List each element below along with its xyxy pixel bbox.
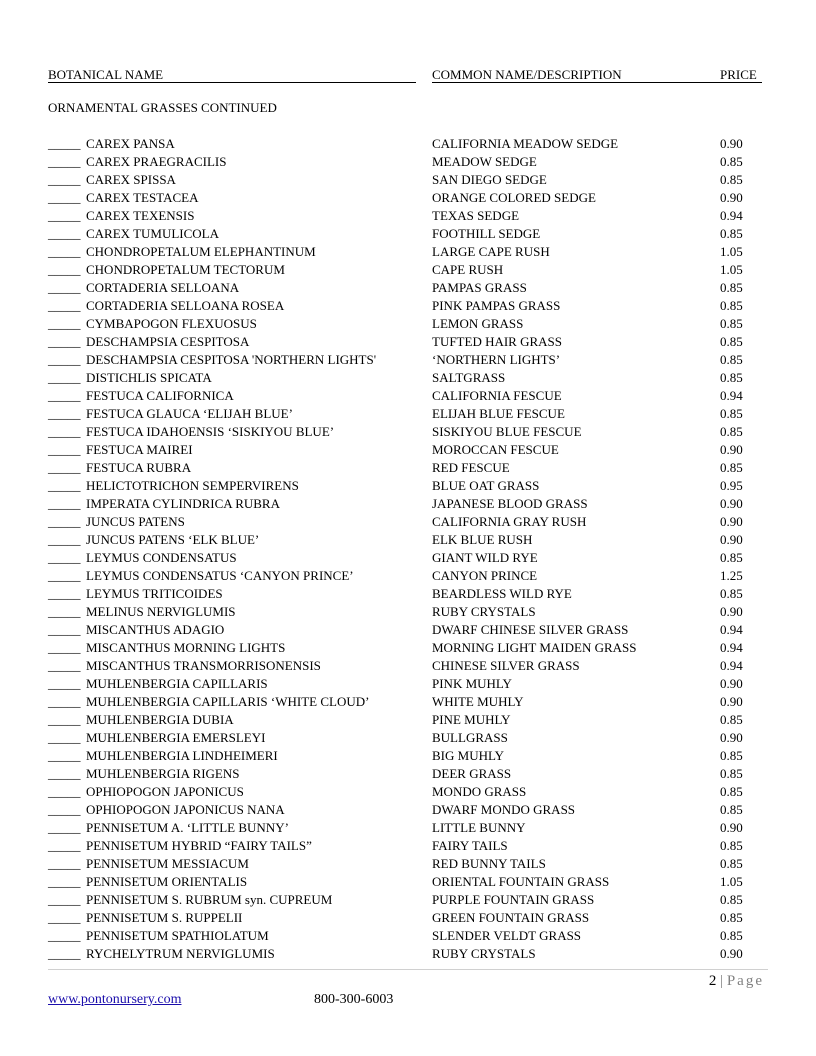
price: 0.85	[720, 154, 743, 169]
common-name: TEXAS SEDGE	[432, 208, 520, 223]
botanical-name: IMPERATA CYLINDRICA RUBRA	[86, 496, 280, 511]
order-blank[interactable]: _____	[48, 406, 81, 421]
botanical-name: MISCANTHUS ADAGIO	[86, 622, 225, 637]
botanical-name: DESCHAMPSIA CESPITOSA	[86, 334, 250, 349]
botanical-name: CAREX TUMULICOLA	[86, 226, 220, 241]
list-item	[48, 747, 768, 765]
common-name: ELIJAH BLUE FESCUE	[432, 406, 565, 421]
list-item	[48, 279, 768, 297]
common-name: FOOTHILL SEDGE	[432, 226, 541, 241]
common-name: MONDO GRASS	[432, 784, 527, 799]
header-underline	[48, 82, 416, 83]
order-blank[interactable]: _____	[48, 334, 81, 349]
section-title: ORNAMENTAL GRASSES CONTINUED	[48, 100, 277, 115]
list-item	[48, 423, 768, 441]
list-item	[48, 207, 768, 225]
price: 0.85	[720, 298, 743, 313]
botanical-name: LEYMUS CONDENSATUS	[86, 550, 237, 565]
page-number-separator: |	[720, 973, 724, 989]
price: 0.85	[720, 460, 743, 475]
plant-list	[48, 135, 768, 963]
common-name: CALIFORNIA FESCUE	[432, 388, 562, 403]
common-name: FAIRY TAILS	[432, 838, 508, 853]
common-name: MOROCCAN FESCUE	[432, 442, 559, 457]
list-item	[48, 837, 768, 855]
list-item	[48, 387, 768, 405]
order-blank[interactable]: _____	[48, 352, 81, 367]
list-item	[48, 675, 768, 693]
botanical-name: MUHLENBERGIA RIGENS	[86, 766, 240, 781]
order-blank[interactable]: _____	[48, 316, 81, 331]
common-name: GIANT WILD RYE	[432, 550, 538, 565]
price: 0.85	[720, 424, 743, 439]
order-blank[interactable]: _____	[48, 460, 81, 475]
order-blank[interactable]: _____	[48, 766, 81, 781]
price: 0.85	[720, 316, 743, 331]
order-blank[interactable]: _____	[48, 478, 81, 493]
order-blank[interactable]: _____	[48, 928, 81, 943]
botanical-name: PENNISETUM A. ‘LITTLE BUNNY’	[86, 820, 289, 835]
order-blank[interactable]: _____	[48, 874, 81, 889]
list-item	[48, 891, 768, 909]
common-name: GREEN FOUNTAIN GRASS	[432, 910, 590, 925]
order-blank[interactable]: _____	[48, 658, 81, 673]
botanical-name: MUHLENBERGIA LINDHEIMERI	[86, 748, 278, 763]
order-blank[interactable]: _____	[48, 730, 81, 745]
common-name: LITTLE BUNNY	[432, 820, 526, 835]
botanical-name: MUHLENBERGIA CAPILLARIS	[86, 676, 268, 691]
list-item	[48, 333, 768, 351]
common-name: DWARF MONDO GRASS	[432, 802, 576, 817]
price: 1.25	[720, 568, 743, 583]
list-item	[48, 711, 768, 729]
list-item	[48, 783, 768, 801]
common-name: DEER GRASS	[432, 766, 512, 781]
list-item	[48, 657, 768, 675]
price: 0.85	[720, 928, 743, 943]
botanical-name: CAREX SPISSA	[86, 172, 176, 187]
order-blank[interactable]: _____	[48, 838, 81, 853]
price: 0.90	[720, 676, 743, 691]
botanical-name: FESTUCA RUBRA	[86, 460, 192, 475]
botanical-name: PENNISETUM S. RUBRUM syn. CUPREUM	[86, 892, 333, 907]
list-item	[48, 441, 768, 459]
list-item	[48, 765, 768, 783]
order-blank[interactable]: _____	[48, 496, 81, 511]
phone-number: 800-300-6003	[314, 992, 394, 1007]
order-blank[interactable]: _____	[48, 676, 81, 691]
list-item	[48, 513, 768, 531]
common-name: LARGE CAPE RUSH	[432, 244, 550, 259]
botanical-name: CAREX TESTACEA	[86, 190, 199, 205]
page-number	[709, 972, 764, 990]
price: 0.94	[720, 622, 743, 637]
botanical-name: MISCANTHUS MORNING LIGHTS	[86, 640, 286, 655]
botanical-name: CAREX PANSA	[86, 136, 175, 151]
list-item	[48, 243, 768, 261]
price: 0.90	[720, 136, 743, 151]
order-blank[interactable]: _____	[48, 856, 81, 871]
botanical-name: DESCHAMPSIA CESPITOSA 'NORTHERN LIGHTS'	[86, 352, 377, 367]
common-name: RUBY CRYSTALS	[432, 946, 536, 961]
common-name: WHITE MUHLY	[432, 694, 524, 709]
order-blank[interactable]: _____	[48, 604, 81, 619]
common-name: MEADOW SEDGE	[432, 154, 537, 169]
price: 0.95	[720, 478, 743, 493]
order-blank[interactable]: _____	[48, 388, 81, 403]
price: 0.85	[720, 856, 743, 871]
list-item	[48, 819, 768, 837]
botanical-name: PENNISETUM ORIENTALIS	[86, 874, 248, 889]
order-blank[interactable]: _____	[48, 640, 81, 655]
common-name: CALIFORNIA MEADOW SEDGE	[432, 136, 619, 151]
order-blank[interactable]: _____	[48, 586, 81, 601]
order-blank[interactable]: _____	[48, 424, 81, 439]
order-blank[interactable]: _____	[48, 262, 81, 277]
price: 0.94	[720, 208, 743, 223]
botanical-name: PENNISETUM S. RUPPELII	[86, 910, 243, 925]
list-item	[48, 351, 768, 369]
price: 1.05	[720, 244, 743, 259]
botanical-name: MUHLENBERGIA CAPILLARIS ‘WHITE CLOUD’	[86, 694, 370, 709]
list-item	[48, 531, 768, 549]
header-underline	[432, 82, 762, 83]
botanical-name: CORTADERIA SELLOANA ROSEA	[86, 298, 285, 313]
list-item	[48, 855, 768, 873]
botanical-name: HELICTOTRICHON SEMPERVIRENS	[86, 478, 299, 493]
price: 0.85	[720, 226, 743, 241]
common-name: PINK PAMPAS GRASS	[432, 298, 561, 313]
header-common-name: COMMON NAME/DESCRIPTION	[432, 67, 622, 82]
botanical-name: LEYMUS CONDENSATUS ‘CANYON PRINCE’	[86, 568, 354, 583]
price: 0.85	[720, 748, 743, 763]
price: 0.85	[720, 352, 743, 367]
common-name: ORIENTAL FOUNTAIN GRASS	[432, 874, 610, 889]
common-name: PAMPAS GRASS	[432, 280, 527, 295]
list-item	[48, 171, 768, 189]
price: 0.85	[720, 586, 743, 601]
botanical-name: CAREX TEXENSIS	[86, 208, 195, 223]
botanical-name: MELINUS NERVIGLUMIS	[86, 604, 236, 619]
botanical-name: DISTICHLIS SPICATA	[86, 370, 212, 385]
common-name: SALTGRASS	[432, 370, 506, 385]
botanical-name: RYCHELYTRUM NERVIGLUMIS	[86, 946, 275, 961]
list-item	[48, 261, 768, 279]
botanical-name: LEYMUS TRITICOIDES	[86, 586, 223, 601]
common-name: CALIFORNIA GRAY RUSH	[432, 514, 587, 529]
order-blank[interactable]: _____	[48, 910, 81, 925]
common-name: LEMON GRASS	[432, 316, 524, 331]
list-item	[48, 945, 768, 963]
botanical-name: PENNISETUM HYBRID “FAIRY TAILS”	[86, 838, 312, 853]
order-blank[interactable]: _____	[48, 226, 81, 241]
order-blank[interactable]: _____	[48, 208, 81, 223]
list-item	[48, 495, 768, 513]
list-item	[48, 603, 768, 621]
list-item	[48, 873, 768, 891]
list-item	[48, 477, 768, 495]
price: 0.94	[720, 658, 743, 673]
price: 0.85	[720, 892, 743, 907]
order-blank[interactable]: _____	[48, 802, 81, 817]
common-name: BULLGRASS	[432, 730, 508, 745]
order-blank[interactable]: _____	[48, 748, 81, 763]
botanical-name: MISCANTHUS TRANSMORRISONENSIS	[86, 658, 321, 673]
botanical-name: CORTADERIA SELLOANA	[86, 280, 240, 295]
list-item	[48, 621, 768, 639]
list-item	[48, 297, 768, 315]
common-name: PINK MUHLY	[432, 676, 512, 691]
list-item	[48, 549, 768, 567]
price: 0.90	[720, 532, 743, 547]
page-number-value: 2	[708, 973, 717, 989]
price: 0.85	[720, 712, 743, 727]
price: 0.85	[720, 910, 743, 925]
botanical-name: PENNISETUM MESSIACUM	[86, 856, 249, 871]
list-item	[48, 639, 768, 657]
order-blank[interactable]: _____	[48, 370, 81, 385]
common-name: ELK BLUE RUSH	[432, 532, 533, 547]
price: 0.85	[720, 766, 743, 781]
botanical-name: CYMBAPOGON FLEXUOSUS	[86, 316, 257, 331]
botanical-name: MUHLENBERGIA EMERSLEYI	[86, 730, 266, 745]
price: 0.90	[720, 442, 743, 457]
common-name: ‘NORTHERN LIGHTS’	[432, 352, 561, 367]
order-blank[interactable]: _____	[48, 784, 81, 799]
price: 0.90	[720, 514, 743, 529]
order-blank[interactable]: _____	[48, 172, 81, 187]
botanical-name: OPHIOPOGON JAPONICUS	[86, 784, 244, 799]
common-name: SLENDER VELDT GRASS	[432, 928, 582, 943]
common-name: SAN DIEGO SEDGE	[432, 172, 547, 187]
botanical-name: MUHLENBERGIA DUBIA	[86, 712, 234, 727]
order-blank[interactable]: _____	[48, 694, 81, 709]
order-blank[interactable]: _____	[48, 280, 81, 295]
price: 0.90	[720, 604, 743, 619]
price: 0.85	[720, 550, 743, 565]
price: 0.90	[720, 496, 743, 511]
list-item	[48, 189, 768, 207]
list-item	[48, 729, 768, 747]
common-name: RUBY CRYSTALS	[432, 604, 536, 619]
order-blank[interactable]: _____	[48, 298, 81, 313]
common-name: PURPLE FOUNTAIN GRASS	[432, 892, 595, 907]
price: 1.05	[720, 262, 743, 277]
price: 0.85	[720, 370, 743, 385]
order-blank[interactable]: _____	[48, 244, 81, 259]
price: 0.90	[720, 694, 743, 709]
order-blank[interactable]: _____	[48, 514, 81, 529]
order-blank[interactable]: _____	[48, 550, 81, 565]
order-blank[interactable]: _____	[48, 154, 81, 169]
header-botanical-name: BOTANICAL NAME	[48, 67, 164, 82]
list-item	[48, 315, 768, 333]
order-blank[interactable]: _____	[48, 622, 81, 637]
botanical-name: FESTUCA IDAHOENSIS ‘SISKIYOU BLUE’	[86, 424, 335, 439]
price: 0.94	[720, 640, 743, 655]
price: 0.85	[720, 784, 743, 799]
price: 0.94	[720, 388, 743, 403]
list-item	[48, 693, 768, 711]
list-item	[48, 225, 768, 243]
botanical-name: FESTUCA GLAUCA ‘ELIJAH BLUE’	[86, 406, 293, 421]
list-item	[48, 135, 768, 153]
price: 0.90	[720, 820, 743, 835]
order-blank[interactable]: _____	[48, 190, 81, 205]
common-name: BEARDLESS WILD RYE	[432, 586, 572, 601]
website-link[interactable]: www.pontonursery.com	[48, 992, 182, 1007]
common-name: BIG MUHLY	[432, 748, 505, 763]
botanical-name: JUNCUS PATENS ‘ELK BLUE’	[86, 532, 260, 547]
price: 0.90	[720, 946, 743, 961]
common-name: CANYON PRINCE	[432, 568, 538, 583]
price: 0.85	[720, 802, 743, 817]
botanical-name: PENNISETUM SPATHIOLATUM	[86, 928, 269, 943]
price: 0.85	[720, 280, 743, 295]
price: 0.85	[720, 838, 743, 853]
order-blank[interactable]: _____	[48, 568, 81, 583]
list-item	[48, 369, 768, 387]
list-item	[48, 909, 768, 927]
botanical-name: CHONDROPETALUM TECTORUM	[86, 262, 285, 277]
footer-divider	[48, 969, 768, 970]
price: 0.90	[720, 730, 743, 745]
order-blank[interactable]: _____	[48, 442, 81, 457]
botanical-name: FESTUCA CALIFORNICA	[86, 388, 234, 403]
order-blank[interactable]: _____	[48, 136, 81, 151]
common-name: TUFTED HAIR GRASS	[432, 334, 563, 349]
botanical-name: CHONDROPETALUM ELEPHANTINUM	[86, 244, 316, 259]
price: 0.85	[720, 406, 743, 421]
common-name: CHINESE SILVER GRASS	[432, 658, 580, 673]
common-name: ORANGE COLORED SEDGE	[432, 190, 596, 205]
list-item	[48, 459, 768, 477]
botanical-name: CAREX PRAEGRACILIS	[86, 154, 227, 169]
common-name: PINE MUHLY	[432, 712, 511, 727]
botanical-name: FESTUCA MAIREI	[86, 442, 193, 457]
botanical-name: JUNCUS PATENS	[86, 514, 185, 529]
price: 0.85	[720, 172, 743, 187]
list-item	[48, 927, 768, 945]
order-blank[interactable]: _____	[48, 712, 81, 727]
common-name: RED FESCUE	[432, 460, 510, 475]
list-item	[48, 405, 768, 423]
list-item	[48, 801, 768, 819]
page-label: Page	[726, 973, 764, 989]
price: 0.85	[720, 334, 743, 349]
price: 1.05	[720, 874, 743, 889]
common-name: SISKIYOU BLUE FESCUE	[432, 424, 582, 439]
order-blank[interactable]: _____	[48, 892, 81, 907]
order-blank[interactable]: _____	[48, 532, 81, 547]
common-name: BLUE OAT GRASS	[432, 478, 540, 493]
list-item	[48, 567, 768, 585]
list-item	[48, 153, 768, 171]
common-name: MORNING LIGHT MAIDEN GRASS	[432, 640, 637, 655]
header-price: PRICE	[720, 67, 757, 82]
order-blank[interactable]: _____	[48, 820, 81, 835]
common-name: RED BUNNY TAILS	[432, 856, 546, 871]
column-header	[48, 66, 762, 83]
common-name: DWARF CHINESE SILVER GRASS	[432, 622, 629, 637]
common-name: JAPANESE BLOOD GRASS	[432, 496, 588, 511]
list-item	[48, 585, 768, 603]
order-blank[interactable]: _____	[48, 946, 81, 961]
price: 0.90	[720, 190, 743, 205]
common-name: CAPE RUSH	[432, 262, 504, 277]
botanical-name: OPHIOPOGON JAPONICUS NANA	[86, 802, 285, 817]
